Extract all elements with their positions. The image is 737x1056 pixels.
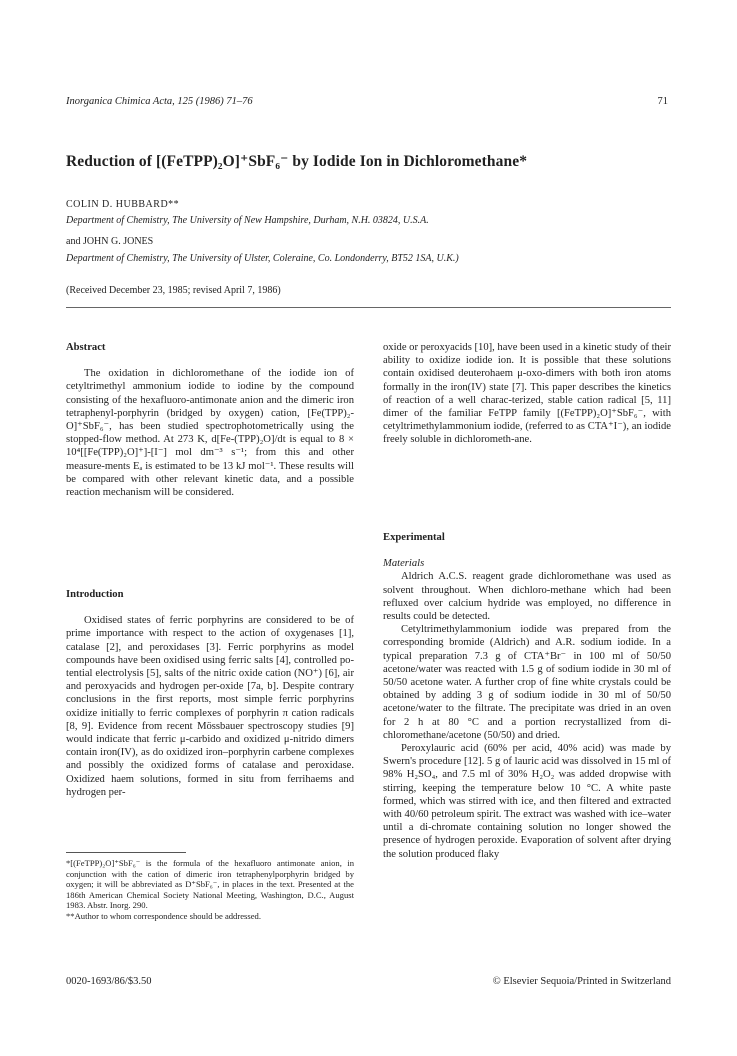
footnote-divider [66, 852, 186, 853]
materials-subheading: Materials [383, 558, 425, 570]
experimental-section [383, 531, 671, 861]
footnotes [66, 858, 354, 922]
introduction-text: Oxidised states of ferric porphyrins are considered to be of prime importance with respect to the action of oxygenases [1], catalase [2], and peroxidases [3]. Ferric porphyrins as model compounds have been oxidised using ferric salts [4], controlled po-tential electrolysis [5], salts of the nitric oxide cation (NO⁺) [6], air and peroxyacids and hydrogen per-oxide [7a, b]. Despite contrary conclusions in the first reports, most simple ferric porphyrins oxidize initially to ferric complexes of porphyrin π cation radicals [8, 9]. Evidence from recent Mössbauer spectroscopy studies [9] would indicate that ferric μ-carbido and oxidized μ-nitrido dimers contain iron(IV), as do oxidized iron–porphyrin carbene complexes and possibly the oxidized forms of catalase and peroxidase. Oxidized haem solutions, formed in situ from ferrihaems and hydrogen per- [66, 615, 354, 798]
abstract-heading: Abstract [66, 342, 106, 353]
introduction-continued-text: oxide or peroxyacids [10], have been used in a kinetic study of their ability to oxidize iodide ion. It is possible that these solutions contain oxidised deuterohaem μ-oxo-dimers with both iron atoms formally in the iron(IV) state [7]. This paper describes the kinetics of reaction of a well charac-terized, stable cation radical [5, 11] dimer of the familiar FeTPP family [(FeTPP)₂O]⁺SbF₆⁻, with cetyltrimethylammonium iodide, (referred to as CTA⁺I⁻), an iodide freely soluble in dichlorometh-ane. [383, 342, 672, 446]
experimental-paragraph: Peroxylauric acid (60% per acid, 40% acid) was made by Swern's procedure [12]. 5 g of lauric acid was dissolved in 15 ml of 98% H₂SO₄, and 7.5 ml of 30% H₂O₂ was added dropwise with stirring, keeping the temperature below 10 °C. A white paste formed, which was stirred with ice, and then filtered and extracted with 40/60 petroleum spirit. The extract was washed with ice–water until a di-chromate containing solution no longer showed the presence of hydrogen peroxide. Evaporation of solvent after drying the solution produced flaky [383, 743, 671, 860]
footnote: **Author to whom correspondence should be addressed. [66, 910, 261, 921]
abstract-text: The oxidation in dichloromethane of the iodide ion of cetyltrimethyl ammonium iodide to iodine by the compound consisting of the hexafluoro-antimonate anion and the dimeric iron tetraphenyl-porphyrin (bridged by oxygen) cation, [Fe(TPP)₂-O]⁺SbF₆⁻, has been studied spectrophotometrically using the stopped-flow method. At 273 K, d[Fe-(TPP)₂O]/dt is equal to 8 × 10⁴[[Fe(TPP)₂O]⁺]-[I⁻] mol dm⁻³ s⁻¹; from this and other measure-ments Eₐ is estimated to be 13 kJ mol⁻¹. These results will be compared with other relevant kinetic data, and a possible reaction mechanism will be considered. [66, 368, 354, 499]
publisher-line: © Elsevier Sequoia/Printed in Switzerland [492, 976, 671, 987]
article-title: Reduction of [(FeTPP)₂O]⁺SbF₆⁻ by Iodide Ion in Dichloromethane* [66, 153, 528, 170]
experimental-paragraph: Cetyltrimethylammonium iodide was prepared from the corresponding bromide (Aldrich) and A.R. sodium iodide. In a typical preparation 7.3 g of CTA⁺Br⁻ in 100 ml of 50/50 acetone/water was reacted with 1.5 g of sodium iodide in 30 ml of 50/50 acetone water. A further crop of fine white crystals could be obtained by adding 3 g of sodium iodide in 30 ml of 50/50 acetone/water to the filtrate. The precipitate was dried in an oven for 2 h at 80 °C and a portion recrystallized from di-chloromethane/acetone (50/50) and dried. [383, 624, 671, 741]
introduction-continued [383, 341, 671, 447]
header-divider [66, 307, 671, 308]
journal-citation: Inorganica Chimica Acta, 125 (1986) 71–76 [66, 96, 253, 107]
page-number: 71 [657, 96, 668, 107]
experimental-paragraph: Aldrich A.C.S. reagent grade dichloromethane was used as solvent throughout. When dichloro-methane which had been refluxed over calcium hydride was employed, no difference in results could be detected. [383, 571, 671, 623]
experimental-heading: Experimental [383, 532, 445, 543]
received-dates: (Received December 23, 1985; revised April 7, 1986) [66, 285, 281, 296]
footnote: *[(FeTPP)₂O]⁺SbF₆⁻ is the formula of the hexafluoro antimonate anion, in conjunction with the cation of dimeric iron tetraphenylporphyrin bridged by oxygen; it will be abbreviated as D⁺SbF₆⁻, in places in the text. Presented at the 186th American Chemical Society National Meeting, Washington, D.C., August 1983. Abstr. Inorg. 290. [66, 858, 354, 911]
introduction-heading: Introduction [66, 589, 124, 600]
issn-price: 0020-1693/86/$3.50 [66, 976, 152, 987]
introduction-section [66, 588, 354, 799]
abstract-section [66, 341, 354, 499]
author-name: COLIN D. HUBBARD** [66, 199, 180, 210]
author-affiliation: Department of Chemistry, The University of New Hampshire, Durham, N.H. 03824, U.S.A. [66, 215, 429, 226]
author-affiliation: Department of Chemistry, The University of Ulster, Coleraine, Co. Londonderry, BT52 1SA, U.K.) [66, 253, 459, 264]
author-name: and JOHN G. JONES [66, 236, 154, 247]
